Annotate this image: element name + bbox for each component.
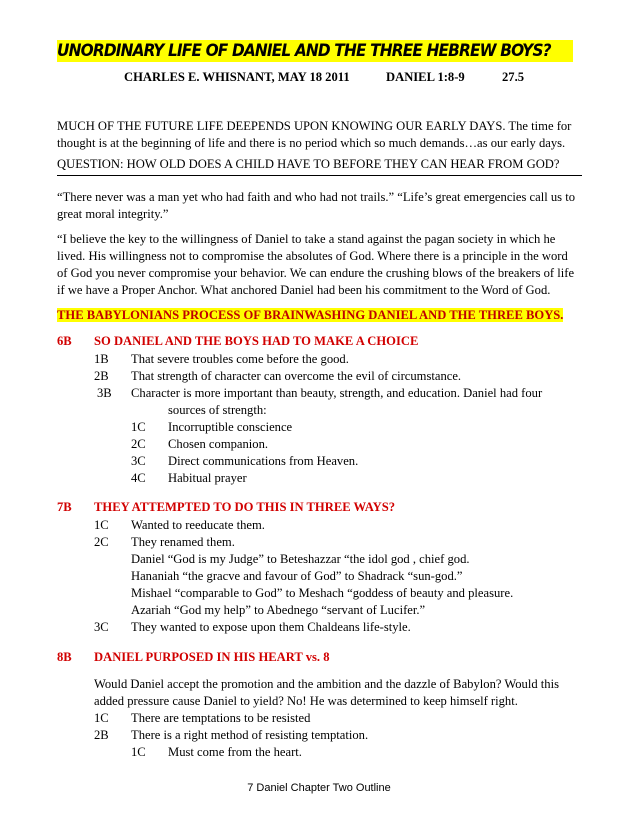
outline-label: 1C — [94, 711, 109, 725]
outline-item: Wanted to reeducate them. — [131, 518, 265, 532]
divider — [57, 175, 582, 176]
outline-item: There is a right method of resisting temptation. — [131, 728, 369, 742]
outline-item-continued: sources of strength: — [168, 403, 267, 417]
section-heading — [57, 308, 563, 323]
outline-item: Incorruptible conscience — [168, 420, 293, 434]
outline-item: Chosen companion. — [168, 437, 269, 451]
quote2-line-3: of God you never compromise your behavior. We can endure the crushing blows of the breakers of life — [57, 266, 575, 280]
outline-heading-7b: THEY ATTEMPTED TO DO THIS IN THREE WAYS? — [94, 500, 396, 514]
quote1-line-2: great moral integrity.” — [57, 207, 169, 221]
intro-line-2: thought is at the beginning of life and there is no period which so much demands…as our early days. — [57, 136, 566, 150]
page-footer: 7 Daniel Chapter Two Outline — [247, 782, 391, 794]
title-banner — [57, 40, 573, 62]
outline-label: 1B — [94, 352, 109, 366]
paragraph-line-2: added pressure cause Daniel to yield? No! He was determined to keep himself right. — [94, 694, 518, 708]
outline-heading-6b: SO DANIEL AND THE BOYS HAD TO MAKE A CHOICE — [94, 334, 419, 348]
outline-item: That strength of character can overcome the evil of circumstance. — [131, 369, 462, 383]
name-change-item: Mishael “comparable to God” to Meshach “goddess of beauty and pleasure. — [131, 586, 514, 600]
outline-item: Direct communications from Heaven. — [168, 454, 359, 468]
outline-label: 3B — [97, 386, 112, 400]
outline-label: 2B — [94, 728, 109, 742]
quote2-line-2: lived. His willingness not to compromise the absolutes of God. Where there is a principle in the word — [57, 249, 568, 263]
outline-label: 3C — [131, 454, 146, 468]
outline-label: 3C — [94, 620, 109, 634]
paragraph-line-1: Would Daniel accept the promotion and the ambition and the dazzle of Babylon? Would this — [94, 677, 559, 691]
document-title: UNORDINARY LIFE OF DANIEL AND THE THREE HEBREW BOYS? — [57, 41, 551, 60]
outline-label-6b: 6B — [57, 334, 72, 348]
question-line: QUESTION: HOW OLD DOES A CHILD HAVE TO BEFORE THEY CAN HEAR FROM GOD? — [57, 157, 560, 171]
outline-label: 1C — [94, 518, 109, 532]
outline-number: 27.5 — [502, 70, 525, 84]
quote2-line-1: “I believe the key to the willingness of Daniel to take a stand against the pagan society in which he — [57, 232, 556, 246]
scripture-reference: DANIEL 1:8-9 — [386, 70, 465, 84]
outline-label-7b: 7B — [57, 500, 72, 514]
outline-label: 1C — [131, 420, 146, 434]
outline-heading-8b: DANIEL PURPOSED IN HIS HEART vs. 8 — [94, 650, 330, 664]
outline-label: 1C — [131, 745, 146, 759]
author-date: CHARLES E. WHISNANT, MAY 18 2011 — [124, 70, 350, 84]
outline-item: They renamed them. — [131, 535, 235, 549]
outline-item: Must come from the heart. — [168, 745, 302, 759]
outline-item: Habitual prayer — [168, 471, 247, 485]
outline-item: That severe troubles come before the good. — [131, 352, 349, 366]
outline-item: Character is more important than beauty, strength, and education. Daniel had four — [131, 386, 543, 400]
outline-item: There are temptations to be resisted — [131, 711, 311, 725]
outline-label: 4C — [131, 471, 146, 485]
outline-item: They wanted to expose upon them Chaldeans life-style. — [131, 620, 411, 634]
quote2-line-4: if we have a Proper Anchor. What anchored Daniel had been his commitment to the Word of God. — [57, 283, 551, 297]
section-heading-text: THE BABYLONIANS PROCESS OF BRAINWASHING DANIEL AND THE THREE BOYS. — [57, 308, 564, 322]
outline-label: 2B — [94, 369, 109, 383]
name-change-item: Daniel “God is my Judge” to Beteshazzar “the idol god , chief god. — [131, 552, 470, 566]
name-change-item: Hananiah “the gracve and favour of God” to Shadrack “sun-god.” — [131, 569, 463, 583]
outline-label-8b: 8B — [57, 650, 72, 664]
outline-label: 2C — [131, 437, 146, 451]
name-change-item: Azariah “God my help” to Abednego “servant of Lucifer.” — [131, 603, 426, 617]
outline-label: 2C — [94, 535, 109, 549]
intro-line-1: MUCH OF THE FUTURE LIFE DEEPENDS UPON KNOWING OUR EARLY DAYS. The time for — [57, 119, 572, 133]
quote1-line-1: “There never was a man yet who had faith and who had not trails.” “Life’s great emergencies call us to — [57, 190, 576, 204]
